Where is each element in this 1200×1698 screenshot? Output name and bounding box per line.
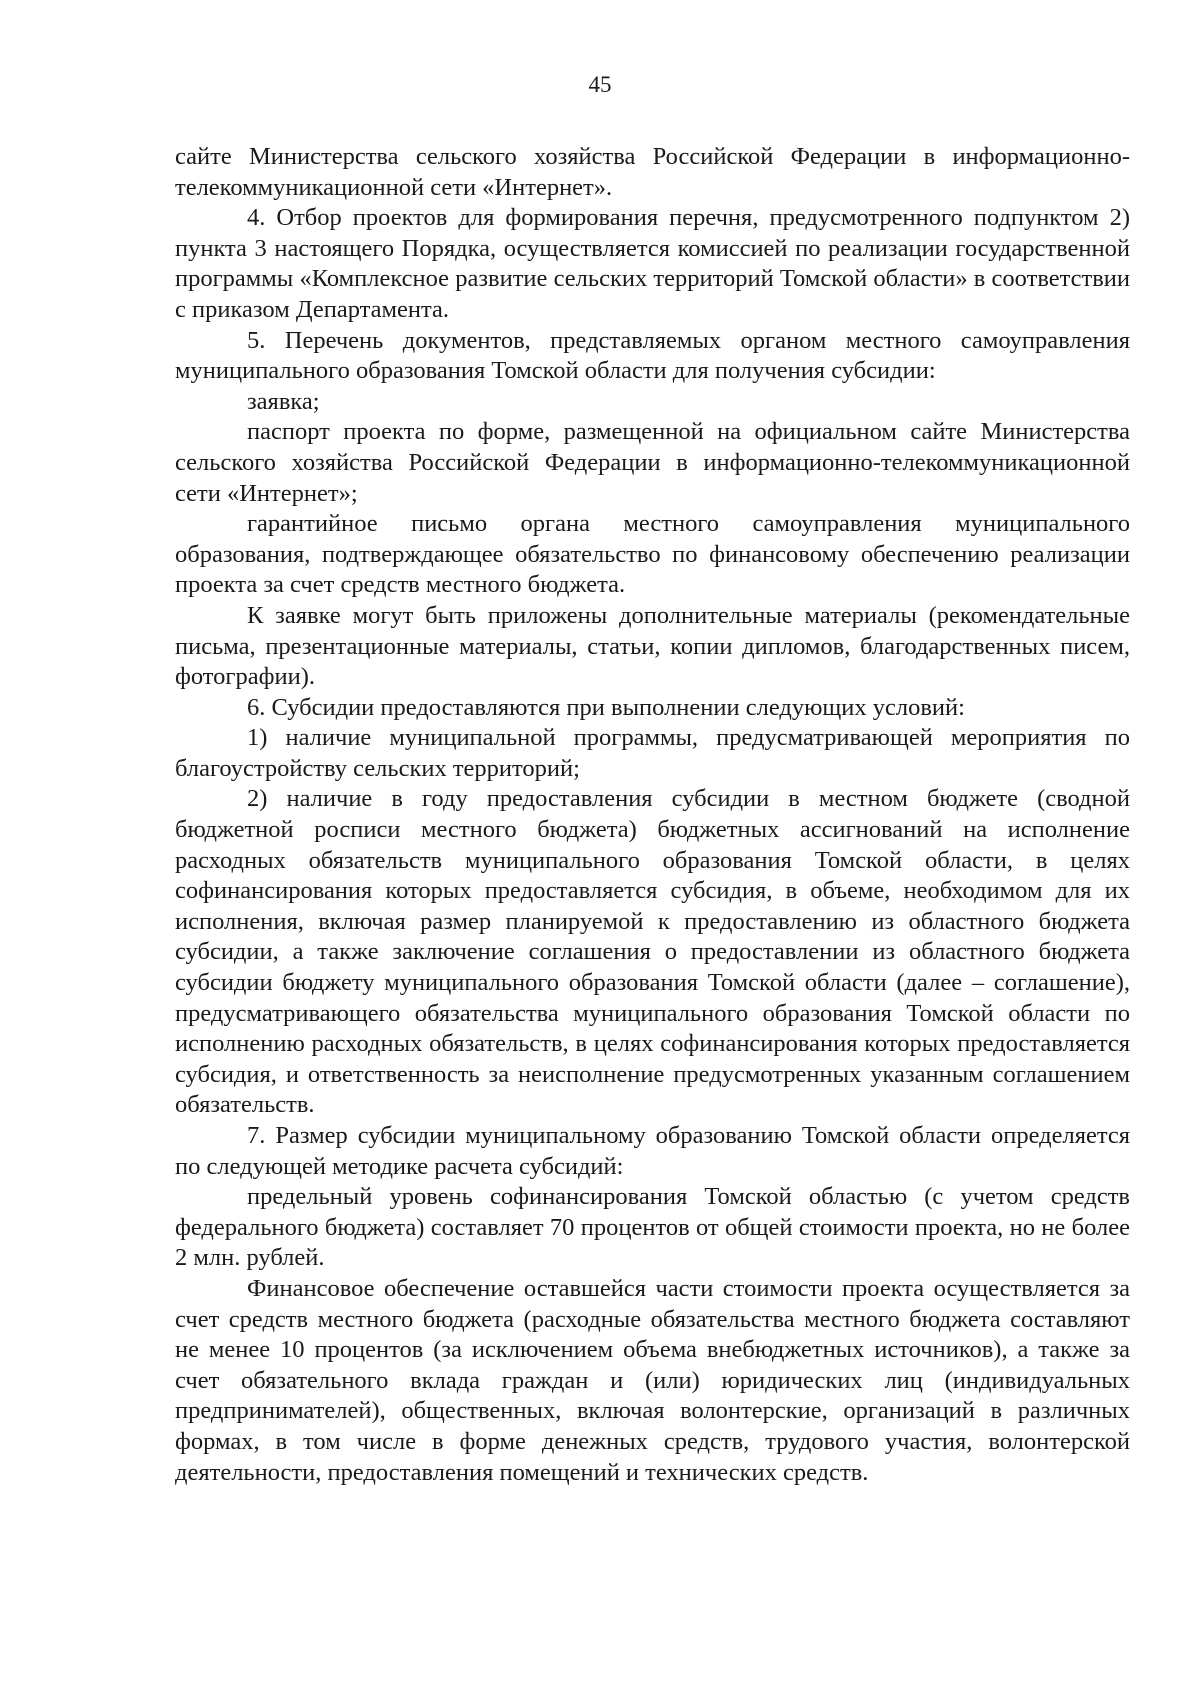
paragraph-item-7: 7. Размер субсидии муниципальному образованию Томской области определяется по следующей методике расчета субсидий: <box>175 1122 1130 1180</box>
paragraph-item-4: 4. Отбор проектов для формирования перечня, предусмотренного подпунктом 2) пункта 3 настоящего Порядка, осуществляется комиссией по реализации государственной программы «Комплексное развитие сельских территорий Томской области» в соответствии с приказом Департамента. <box>175 204 1130 323</box>
paragraph-condition-1: 1) наличие муниципальной программы, предусматривающей мероприятия по благоустройству сельских территорий; <box>175 724 1130 782</box>
paragraph-item-6: 6. Субсидии предоставляются при выполнении следующих условий: <box>247 693 965 721</box>
paragraph-application: заявка; <box>247 387 320 415</box>
paragraph-item-5: 5. Перечень документов, представляемых органом местного самоуправления муниципального образования Томской области для получения субсидии: <box>175 326 1130 385</box>
document-body <box>175 142 1130 1488</box>
paragraph-condition-2: 2) наличие в году предоставления субсидии в местном бюджете (сводной бюджетной росписи местного бюджета) бюджетных ассигнований на исполнение расходных обязательств муниципального образования Томской области, в целях софинансирования которых предоставляется субсидия, в объеме, необходимом для их исполнения, включая размер планируемой к предоставлению из областного бюджета субсидии, а также заключение соглашения о предоставлении из областного бюджета субсидии бюджету муниципального образования Томской области (далее – соглашение), предусматривающего обязательства муниципального образования Томской области по исполнению расходных обязательств, в целях софинансирования которых предоставляется субсидия, и ответственность за неисполнение предусмотренных указанным соглашением обязательств. <box>175 785 1130 1119</box>
page-number: 45 <box>588 72 612 97</box>
paragraph-guarantee-letter: гарантийное письмо органа местного самоуправления муниципального образования, подтверждающее обязательство по финансовому обеспечению реализации проекта за счет средств местного бюджета. <box>175 510 1130 599</box>
paragraph-financial-provision: Финансовое обеспечение оставшейся части стоимости проекта осуществляется за счет средств местного бюджета (расходные обязательства местного бюджета составляют не менее 10 процентов (за исключением объема внебюджетных источников), а также за счет обязательного вклада граждан и (или) юридических лиц (индивидуальных предпринимателей), общественных, включая волонтерские, организаций в различных формах, в том числе в форме денежных средств, трудового участия, волонтерской деятельности, предоставления помещений и технических средств. <box>175 1274 1130 1486</box>
paragraph-cofinancing-limit: предельный уровень софинансирования Томской областью (с учетом средств федерального бюджета) составляет 70 процентов от общей стоимости проекта, но не более 2 млн. рублей. <box>175 1183 1130 1272</box>
paragraph-additional-materials: К заявке могут быть приложены дополнительные материалы (рекомендательные письма, презентационные материалы, статьи, копии дипломов, благодарственных писем, фотографии). <box>175 601 1130 691</box>
paragraph-continuation: сайте Министерства сельского хозяйства Российской Федерации в информационно-телекоммуникационной сети «Интернет». <box>175 143 1130 201</box>
paragraph-project-passport: паспорт проекта по форме, размещенной на официальном сайте Министерства сельского хозяйства Российской Федерации в информационно-телекоммуникационной сети «Интернет»; <box>175 418 1130 507</box>
